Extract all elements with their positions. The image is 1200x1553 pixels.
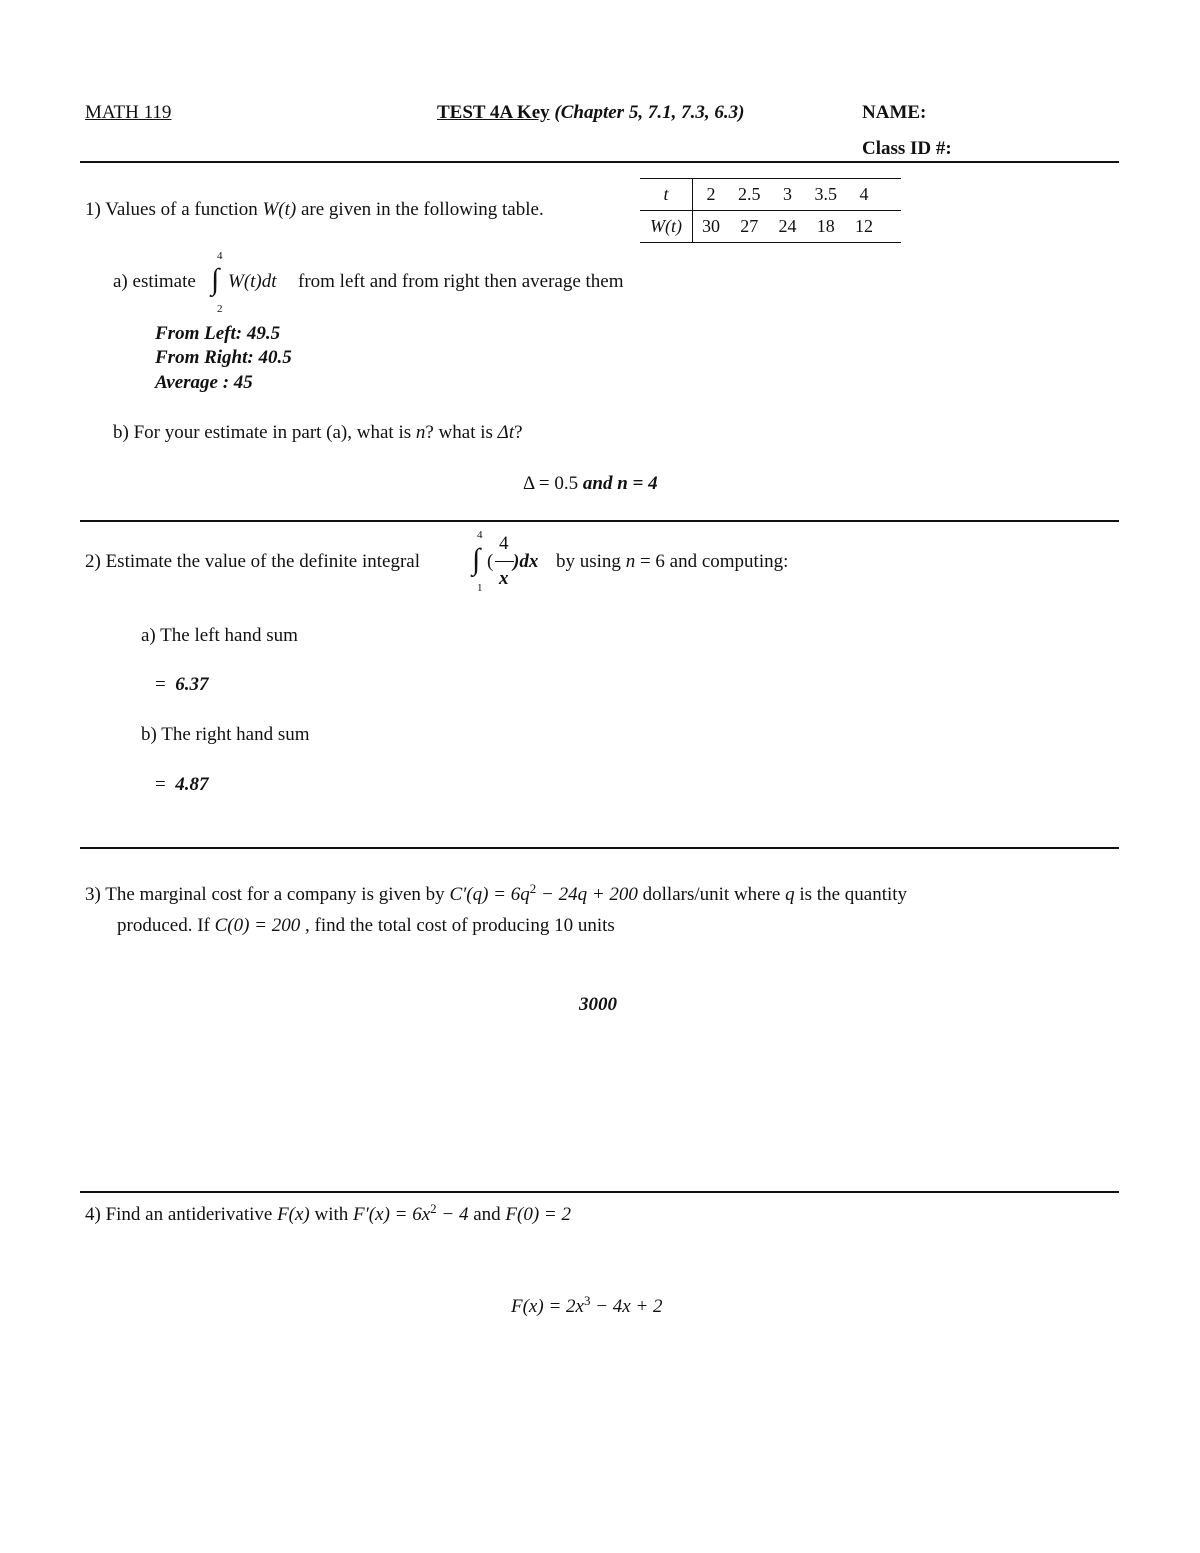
table-cell: 24	[769, 211, 805, 243]
q1-prompt-func: W(t)	[262, 199, 297, 220]
q3-unit: dollars/unit where	[637, 884, 786, 905]
q2-divider	[80, 847, 1119, 849]
q1a-label: a) estimate	[113, 271, 196, 292]
q1b-prefix: b) For your estimate in part (a), what is	[113, 422, 416, 443]
q3-line2-prefix: produced. If	[117, 915, 215, 936]
integral-icon: ∫	[472, 543, 481, 576]
q1b-prompt	[113, 422, 523, 444]
table-cell: 27	[729, 211, 770, 243]
q1b-answer-delta: Δ = 0.5	[523, 473, 579, 494]
q2-prompt: 2) Estimate the value of the definite integral	[85, 551, 421, 572]
q2-frac-den: x	[499, 568, 509, 589]
q1a-answer-right: From Right: 40.5	[155, 347, 292, 368]
q1a-integrand: W(t)dt	[228, 271, 277, 292]
q3-line2-suffix: , find the total cost of producing 10 units	[300, 915, 615, 936]
q4-and: and	[468, 1204, 506, 1225]
table-cell: 3	[769, 179, 805, 211]
table-row	[640, 211, 901, 243]
table-cell: 2.5	[729, 179, 770, 211]
table-header-w: W(t)	[640, 211, 692, 243]
test-chapters: (Chapter 5, 7.1, 7.3, 6.3)	[554, 102, 745, 123]
q1b-mid: ? what is	[425, 422, 498, 443]
q1b-answer	[523, 473, 658, 495]
q2-n: n	[625, 551, 636, 572]
q1a-upper-limit: 4	[217, 250, 223, 262]
q3-qty: is the quantity	[794, 884, 908, 905]
table-cell: 3.5	[805, 179, 846, 211]
q2-suffix-prefix: by using	[556, 551, 626, 572]
q2b-eq: =	[155, 774, 166, 795]
table-cell: 4	[846, 179, 901, 211]
q3-cprime-rest: − 24q + 200	[536, 884, 638, 905]
q2b-answer	[155, 774, 208, 796]
q3-prefix: 3) The marginal cost for a company is given by	[85, 884, 450, 905]
q1a-answer-average: Average : 45	[155, 372, 253, 393]
integral-icon: ∫	[211, 263, 220, 296]
q2a-eq: =	[155, 674, 166, 695]
name-label: NAME:	[862, 102, 927, 123]
q3-divider	[80, 1191, 1119, 1193]
q1-data-table	[640, 178, 901, 243]
q4-fx: F(x)	[277, 1204, 310, 1225]
q4-f0: F(0) = 2	[505, 1204, 572, 1225]
q2a-answer	[155, 674, 208, 696]
q4-answer-prefix: F(x) = 2x	[511, 1296, 584, 1317]
q2b-label: b) The right hand sum	[141, 724, 310, 745]
q2-frac-num: 4	[499, 533, 509, 554]
q1b-suffix: ?	[514, 422, 523, 443]
q2a-value: 6.37	[175, 674, 209, 695]
q4-prefix: 4) Find an antiderivative	[85, 1204, 278, 1225]
test-title-line	[437, 102, 744, 124]
q1b-answer-n: and n = 4	[582, 473, 658, 494]
test-title: TEST 4A Key	[437, 102, 550, 123]
q2-close-dx: )dx	[513, 551, 539, 572]
q4-with: with	[309, 1204, 354, 1225]
q1-prompt	[85, 199, 544, 221]
q4-answer-cube: 3	[583, 1293, 591, 1308]
q2-lower-limit: 1	[477, 582, 483, 594]
course-label: MATH 119	[85, 102, 172, 123]
q4-answer-rest: − 4x + 2	[590, 1296, 663, 1317]
q1-prompt-prefix: 1) Values of a function	[85, 199, 263, 220]
q4-fprime-rest: − 4	[436, 1204, 469, 1225]
table-cell: 2	[692, 179, 729, 211]
class-id-label: Class ID #:	[862, 138, 952, 159]
q1a-lower-limit: 2	[217, 303, 223, 315]
q2-open-paren: (	[487, 551, 494, 572]
q4-sq: 2	[430, 1201, 437, 1216]
q3-c0: C(0) = 200	[214, 915, 301, 936]
q1-divider	[80, 520, 1119, 522]
table-header-t: t	[640, 179, 692, 211]
table-row	[640, 179, 901, 211]
table-cell: 12	[846, 211, 901, 243]
q1-prompt-suffix: are given in the following table.	[296, 199, 544, 220]
q2a-label: a) The left hand sum	[141, 625, 298, 646]
q3-q: q	[785, 884, 795, 905]
q1b-delta: Δt	[497, 422, 515, 443]
q4-prompt	[85, 1201, 572, 1226]
q4-fprime: F′(x) = 6x	[353, 1204, 431, 1225]
table-cell: 30	[692, 211, 729, 243]
q1a-suffix: from left and from right then average them	[298, 271, 624, 292]
q3-answer: 3000	[579, 994, 617, 1015]
table-cell: 18	[805, 211, 846, 243]
q3-prompt-line1	[85, 881, 908, 906]
q2-suffix: = 6 and computing:	[635, 551, 789, 572]
q2-frac-bar	[495, 561, 514, 562]
q2-upper-limit: 4	[477, 529, 483, 541]
q3-sq: 2	[529, 881, 537, 896]
q4-answer	[511, 1293, 663, 1318]
q3-cprime: C′(q) = 6q	[449, 884, 530, 905]
q1a-answer-left: From Left: 49.5	[155, 323, 281, 344]
q1b-n: n	[415, 422, 426, 443]
q2b-value: 4.87	[175, 774, 209, 795]
q3-prompt-line2	[117, 915, 615, 937]
q2-prompt-suffix	[556, 551, 788, 573]
header-divider	[80, 161, 1119, 163]
